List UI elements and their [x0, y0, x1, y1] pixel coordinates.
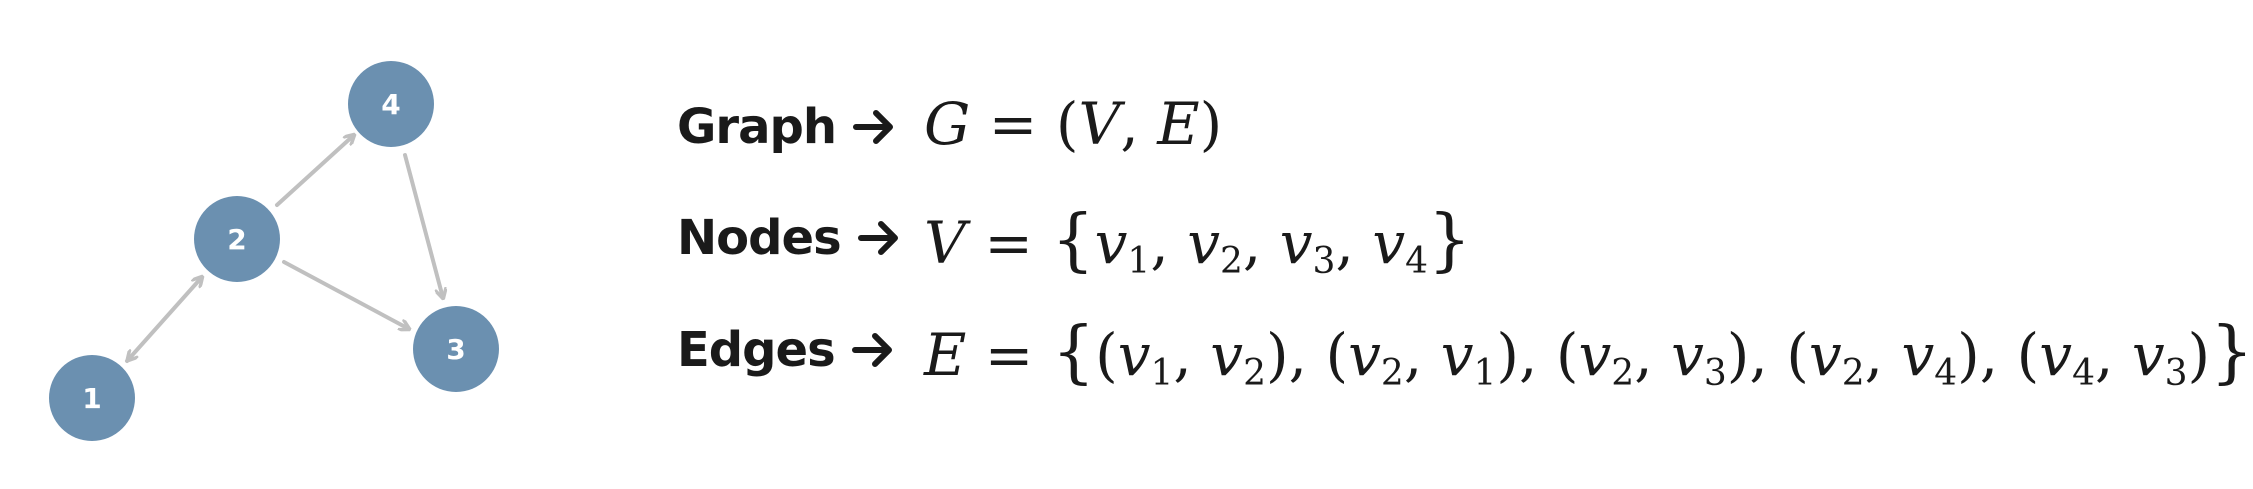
graph-definition-row: [677, 87, 896, 167]
node-4: [348, 61, 434, 147]
edges-formula: $E = \{(v_1$, $v_2$), ($v_2$, $v_1$), ($v_2$, $v_3$), ($v_2$, $v_4$), ($v_4$, $v_3$)}: [924, 313, 2253, 394]
edge-2-4: [277, 135, 354, 205]
graph-formula: G = (V, E): [924, 90, 1223, 158]
node-2: [194, 196, 280, 282]
node-1: [49, 355, 135, 441]
edge-4-3: [405, 155, 443, 298]
right-arrow-icon: [857, 218, 901, 258]
graph-diagram: [0, 0, 560, 489]
node-3: [413, 306, 499, 392]
edge-2-3: [284, 262, 409, 329]
edge-1-2: [127, 277, 202, 361]
edges-label: Edges: [677, 322, 835, 378]
right-arrow-icon: [851, 330, 895, 370]
nodes-definition-row: [677, 198, 901, 278]
node-3-label: 3: [446, 333, 466, 366]
nodes-formula: $V = \{v_1$, $v_2$, $v_3$, $v_4$}: [924, 201, 1472, 282]
node-2-label: 2: [227, 223, 247, 256]
right-arrow-icon: [852, 107, 896, 147]
edges-definition-row: [677, 310, 895, 390]
graph-label: Graph: [677, 99, 836, 155]
nodes-label: Nodes: [677, 210, 841, 266]
node-1-label: 1: [82, 382, 102, 415]
node-4-label: 4: [381, 88, 401, 121]
